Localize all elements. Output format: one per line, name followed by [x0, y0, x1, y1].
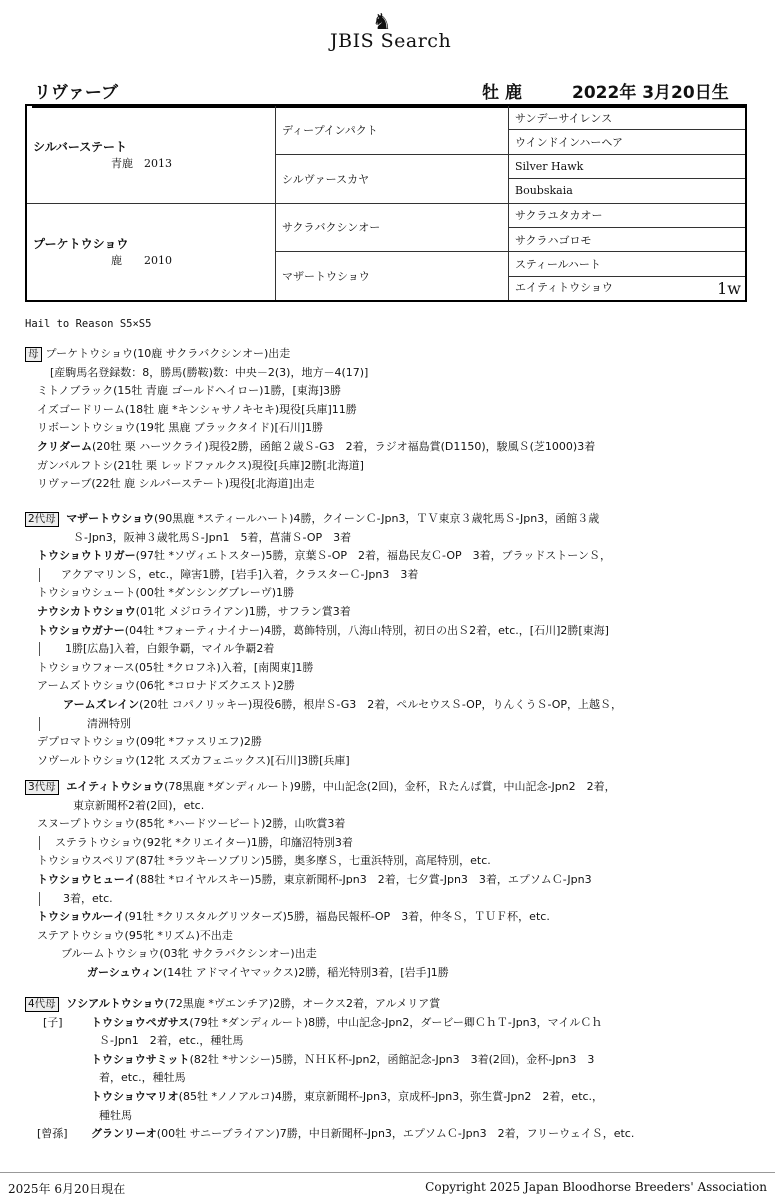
- pedigree-g3-5[interactable]: サクラユタカオー: [509, 203, 747, 227]
- family-line[interactable]: ミトノブラック(15牡 青鹿 ゴールドヘイロー)1勝，[東海]3勝: [37, 384, 342, 398]
- footer-divider: [0, 1172, 775, 1173]
- second-dam-section: [25, 510, 745, 770]
- family-line: (72黒鹿 *ヴエンチア)2勝，オークス2着，アルメリア賞: [164, 997, 441, 1010]
- pedigree-dam-dam[interactable]: マザートウショウ: [276, 252, 509, 301]
- horse-link[interactable]: ガーシュウィン: [87, 965, 163, 979]
- divider: [39, 836, 40, 850]
- horse-rider-icon: ♞: [372, 10, 392, 35]
- family-line: (78黒鹿 *ダンディルート)9勝，中山記念(2回)，金杯，Ｒたんぱ賞，中山記念-Jpn2 2着，: [164, 780, 616, 793]
- horse-link[interactable]: トウショウヒューイ: [37, 872, 136, 886]
- horse-link[interactable]: アームズレイン: [63, 697, 140, 711]
- family-line: 東京新聞杯2着(2回)，etc.: [73, 798, 205, 812]
- family-line: (04牡 *フォーティナイナー)4勝，葛飾特別，八海山特別，初日の出Ｓ2着，etc.，[石川]2勝[東海]: [124, 623, 609, 637]
- divider: [39, 717, 40, 731]
- pedigree-dam-sire[interactable]: サクラバクシンオー: [276, 203, 509, 252]
- fourth-dam-section: [25, 995, 745, 1144]
- pedigree-g3-8[interactable]: [509, 276, 747, 301]
- section-tag: 母: [25, 347, 42, 362]
- family-line: (14牡 アドマイヤマックス)2勝，稲光特別3着，[岩手]1勝: [162, 965, 449, 979]
- family-line: アクアマリンＳ，etc.，障害1勝，[岩手]入着，クラスターＣ-Jpn3 3着: [61, 567, 419, 581]
- horse-link[interactable]: クリダーム: [37, 439, 92, 453]
- family-line: (20牡 コパノリッキー)現役6勝，根岸Ｓ-G3 2着，ペルセウスＳ-OP，りんくうＳ-OP，上越Ｓ，: [139, 697, 623, 711]
- pedigree-dam[interactable]: [26, 203, 276, 301]
- family-line[interactable]: デプロマトウショウ(09牝 *ファスリエフ)2勝: [37, 735, 262, 749]
- copyright: Copyright 2025 Japan Bloodhorse Breeders' Association: [425, 1180, 767, 1194]
- jbis-logo[interactable]: [320, 8, 470, 54]
- family-line[interactable]: アームズトウショウ(06牝 *コロナドズクエスト)2勝: [37, 679, 295, 693]
- pedigree-g3-3[interactable]: Silver Hawk: [509, 154, 747, 178]
- family-line: Ｓ-Jpn3，阪神３歳牝馬Ｓ-Jpn1 5着，菖蒲Ｓ-OP 3着: [73, 530, 352, 544]
- horse-link[interactable]: トウショウサミット: [91, 1052, 190, 1066]
- dam-name: プーケトウショウ: [33, 237, 129, 252]
- family-line: [産駒馬名登録数：8，勝馬(勝鞍)数：中央－2(3)，地方－4(17)]: [50, 365, 369, 379]
- pedigree-g3-8-name: エイティトウショウ: [515, 280, 613, 294]
- section-tag: 3代母: [25, 780, 59, 795]
- family-line: (01牝 メジロライアン)1勝，サフラン賞3着: [135, 604, 351, 618]
- family-line[interactable]: リボーントウショウ(19牝 黒鹿 ブラックタイド)[石川]1勝: [37, 421, 324, 435]
- family-line[interactable]: トウショウスペリア(87牡 *ラツキーソブリン)5勝，奥多摩Ｓ，七重浜特別，高尾特別，etc.: [37, 854, 491, 868]
- horse-link[interactable]: トウショウマリオ: [91, 1089, 179, 1103]
- family-line[interactable]: トウショウフォース(05牡 *クロフネ)入着，[南関東]1勝: [37, 660, 314, 674]
- pedigree-g3-2[interactable]: ウインドインハーヘア: [509, 130, 747, 154]
- horse-link[interactable]: トウショウルーイ: [37, 910, 125, 924]
- family-line: プーケトウショウ(10鹿 サクラバクシンオー)出走: [45, 347, 291, 360]
- family-line[interactable]: スヌープトウショウ(85牝 *ハードツービート)2勝，山吹賞3着: [37, 817, 346, 831]
- family-line[interactable]: イズゴードリーム(18牡 鹿 *キンシャサノキセキ)現役[兵庫]11勝: [37, 402, 357, 416]
- family-line[interactable]: ガンバルフトシ(21牡 栗 レッドファルクス)現役[兵庫]2勝[北海道]: [37, 458, 364, 472]
- family-line[interactable]: リヴァーブ(22牡 鹿 シルバーステート)現役[北海道]出走: [37, 477, 315, 491]
- horse-link[interactable]: グランリーオ: [91, 1127, 157, 1141]
- dam-color-year: 鹿 2010: [111, 254, 172, 268]
- family-line: 清洲特別: [87, 716, 131, 730]
- pedigree-sire[interactable]: [26, 105, 276, 203]
- family-line: (20牡 栗 ハーツクライ)現役2勝，函館２歳Ｓ-G3 2着，ラジオ福島賞(D1150)，駿風Ｓ(芝1000)3着: [92, 439, 596, 453]
- family-line[interactable]: ブルームトウショウ(03牝 サクラバクシンオー)出走: [61, 947, 317, 961]
- family-line: (90黒鹿 *スティールハート)4勝，クイーンＣ-Jpn3，ＴＶ東京３歳牝馬Ｓ-Jpn3，函館３歳: [153, 512, 600, 525]
- family-line: (82牡 *サンシー)5勝，ＮＨＫ杯-Jpn2，函館記念-Jpn3 3着(2回)，金杯-Jpn3 3: [189, 1052, 595, 1066]
- family-line: 着，etc.，種牡馬: [99, 1071, 186, 1085]
- dam-section: [25, 345, 745, 494]
- as-of-date: 2025年 6月20日現在: [8, 1182, 126, 1196]
- third-dam-section: [25, 778, 745, 983]
- pedigree-g3-7[interactable]: スティールハート: [509, 252, 747, 276]
- family-line: 種牡馬: [99, 1108, 132, 1122]
- logo-text: JBIS Search: [330, 30, 452, 52]
- section-tag: 4代母: [25, 997, 59, 1012]
- family-line: (91牡 *クリスタルグリツターズ)5勝，福島民報杯-OP 3着，仲冬Ｓ，ＴＵＦ杯，etc.: [124, 910, 550, 924]
- family-line: (88牡 *ロイヤルスキー)5勝，東京新聞杯-Jpn3 2着，七夕賞-Jpn3 3着，エプソムＣ-Jpn3: [135, 872, 592, 886]
- pedigree-sire-dam[interactable]: シルヴァースカヤ: [276, 154, 509, 203]
- family-line: (97牡 *ソヴィエトスター)5勝，京葉Ｓ-OP 2着，福島民友Ｃ-OP 3着，ブラッドストーンＳ，: [135, 549, 612, 563]
- pedigree-g3-4[interactable]: Boubskaia: [509, 179, 747, 203]
- relation-label: [曾孫]: [37, 1127, 68, 1141]
- horse-name: リヴァーブ: [34, 83, 118, 103]
- horse-link[interactable]: トウショウトリガー: [37, 549, 136, 563]
- divider: [39, 568, 40, 582]
- sire-color-year: 青鹿 2013: [111, 156, 172, 170]
- pedigree-sire-sire[interactable]: ディープインパクト: [276, 105, 509, 154]
- family-line[interactable]: ステアトウショウ(95牝 *リズム)不出走: [37, 928, 233, 942]
- family-line: (00牡 サニーブライアン)7勝，中日新聞杯-Jpn3，エプソムＣ-Jpn3 2着，フリーウェイＳ，etc.: [156, 1127, 635, 1141]
- divider: [39, 892, 40, 906]
- family-line: 1勝[広島]入着，白銀争覇，マイル争覇2着: [65, 642, 275, 656]
- family-line[interactable]: トウショウシュート(00牡 *ダンシングブレーヴ)1勝: [37, 586, 295, 600]
- sire-name: シルバーステート: [33, 139, 128, 154]
- horse-sex-color: 牡鹿: [482, 83, 528, 103]
- family-line[interactable]: ステラトウショウ(92牝 *クリエイター)1勝，印旛沼特別3着: [55, 835, 353, 849]
- horse-birth-date: 2022年 3月20日生: [572, 83, 729, 103]
- inbreeding-note: Hail to Reason S5×S5: [25, 318, 152, 330]
- family-line: (85牡 *ノノアルコ)4勝，東京新聞杯-Jpn3，京成杯-Jpn3，弥生賞-Jpn2 2着，etc.，: [178, 1089, 604, 1103]
- horse-link[interactable]: トウショウガナー: [37, 623, 125, 637]
- section-tag: 2代母: [25, 512, 59, 527]
- family-line[interactable]: ソヴールトウショウ(12牝 スズカフェニックス)[石川]3勝[兵庫]: [37, 753, 350, 767]
- family-mark: 1w: [717, 278, 741, 298]
- family-line: Ｓ-Jpn1 2着，etc.，種牡馬: [99, 1034, 244, 1048]
- family-line: (79牡 *ダンディルート)8勝，中山記念-Jpn2，ダービー卿ＣｈＴ-Jpn3，マイルＣｈ: [189, 1015, 603, 1029]
- horse-link[interactable]: エイティトウショウ: [66, 780, 165, 793]
- pedigree-g3-1[interactable]: サンデーサイレンス: [509, 105, 747, 130]
- horse-link[interactable]: トウショウペガサス: [91, 1015, 190, 1029]
- relation-label: [子]: [43, 1015, 63, 1029]
- pedigree-table: [25, 104, 747, 302]
- divider: [39, 642, 40, 656]
- horse-link[interactable]: マザートウショウ: [66, 512, 154, 525]
- horse-link[interactable]: ナウシカトウショウ: [37, 604, 136, 618]
- family-line: 3着，etc.: [63, 891, 113, 905]
- pedigree-g3-6[interactable]: サクラハゴロモ: [509, 227, 747, 251]
- horse-link[interactable]: ソシアルトウショウ: [66, 997, 165, 1010]
